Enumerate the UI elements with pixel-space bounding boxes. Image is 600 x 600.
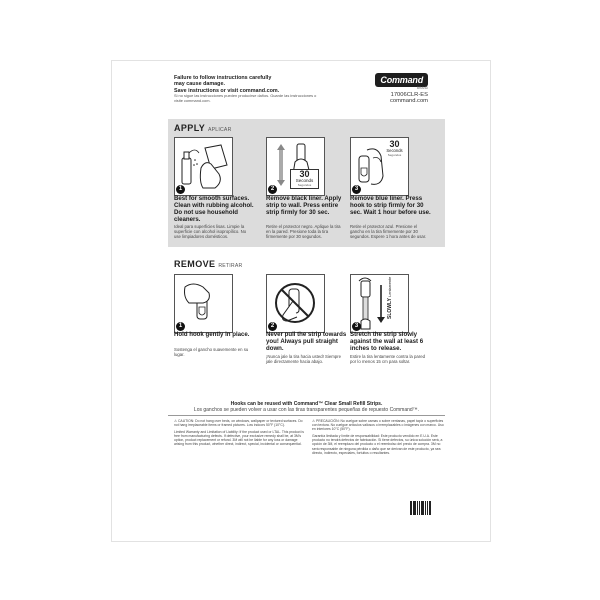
footer-fine-print-en (174, 419, 306, 447)
apply-title (174, 123, 232, 133)
logo-subtext: BRAND (416, 86, 428, 90)
timer-number: 30 (299, 169, 310, 179)
remove-step-1-text: Hold hook gently in place. (174, 331, 250, 338)
site-url: command.com (389, 98, 428, 105)
timer-unit: Seconds (386, 148, 403, 153)
warning-text (174, 75, 344, 94)
remove-step-1-illustration (174, 274, 233, 333)
remove-step-2-text: Never pull the strip towards you! Always pull straight down. (266, 331, 347, 353)
remove-step-3-illustration (350, 274, 409, 333)
remove-step-3-text-es: Estire la tira lentamente contra la pared por lo menos 15 cm para soltar. (350, 354, 425, 365)
remove-title (174, 259, 242, 269)
apply-title-es: APLICAR (207, 127, 232, 133)
footer-fine-print-es (312, 419, 444, 455)
remove-step-1-text-es: Sostenga el gancho suavemente en su lugar. (174, 347, 249, 358)
remove-step-3-text: Stretch the strip slowly against the wall at least 6 inches to release. (350, 331, 424, 353)
apply-step-2-text: Remove black liner. Apply strip to wall. Press entire strip firmly for 30 sec. (266, 195, 342, 217)
thirty-seconds-timer (383, 140, 406, 157)
instruction-sheet (111, 60, 491, 542)
apply-step-2-illustration (266, 137, 325, 196)
warning-line-1: Failure to follow instructions carefully (174, 75, 272, 81)
timer-number: 30 (389, 139, 400, 149)
slowly-label (387, 277, 393, 319)
timer-unit-es: Segundos (297, 182, 312, 187)
footer-divider (168, 415, 445, 416)
product-code (390, 92, 428, 105)
step-number-badge: 1 (176, 185, 185, 194)
thirty-seconds-timer (290, 169, 319, 189)
remove-title-en: REMOVE (174, 259, 216, 269)
sku-number: 17006CLR-ES (390, 92, 428, 98)
apply-step-2-text-es: Retire el protector negro. Aplique la tira en la pared. Presione toda la tira firmemente por 30 segundos. (266, 224, 341, 240)
step-number-badge: 3 (352, 322, 361, 331)
warning-text-es: Si no sigue las instrucciones pueden producirse daños. Guarde las instrucciones o visite command.com. (174, 93, 317, 103)
step-number-badge: 2 (268, 185, 277, 194)
caution-text: ⚠ CAUTION: Do not hang over beds, on windows, wallpaper or textured surfaces. Do not hang irreplaceable items or framed pictures. Low indoors 50°F (10°C). (174, 419, 303, 428)
step-number-badge: 2 (268, 322, 277, 331)
caution-text-es: ⚠ PRECAUCIÓN: No cuelgue sobre camas o sobre ventanas, papel tapiz o superficies con textura. No cuelgue artículos valiosos o irremplazables o imágenes con marco. Uso en interiores 10°C (50°F). (312, 419, 444, 432)
apply-step-3-text: Remove blue liner. Press hook to strip firmly for 30 sec. Wait 1 hour before use. (350, 195, 431, 217)
apply-title-en: APPLY (174, 123, 206, 133)
remove-step-2-text-es: ¡Nunca jale la tira hacia usted! Siempre jale directamente hacia abajo. (266, 354, 341, 365)
apply-step-3-illustration (350, 137, 409, 196)
warning-line-2: may cause damage. (174, 81, 225, 88)
reuse-notice-en: Hooks can be reused with Command™ Clear Small Refill Strips. (230, 401, 383, 407)
timer-unit: Seconds (295, 178, 314, 183)
reuse-notice (168, 401, 445, 413)
slowly-label-en: SLOWLY (387, 298, 393, 319)
remove-step-2-illustration (266, 274, 325, 333)
slowly-label-es: Lentamente (388, 276, 392, 297)
apply-step-1-text-es: Ideal para superficies lisas. Limpie la superficie con alcohol isopropílico. No use limpiadores domésticos. (174, 224, 247, 240)
warranty-text-es: Garantía limitada y límite de responsabilidad: Este producto vendido en E.U.A. Este producto no tendrá defectos de fabricación. Si tiene defectos, su única solución será, a opción de 3M, el reemplazo del producto o el reembolso del precio de compra. 3M no será responsable de ninguna pérdida o daño que se derivan de este producto, ya sea directo, indirecto, especiales, fortuitos o resultantes. (312, 434, 443, 455)
step-number-badge: 3 (352, 185, 361, 194)
warning-line-3: Save instructions or visit command.com. (174, 87, 280, 94)
timer-unit-es: Segundos (387, 152, 402, 157)
apply-step-3-text-es: Retire el protector azul. Presione el gancho en la tira firmemente por 30 segundos. Espere 1 hora antes de usar. (350, 224, 427, 240)
barcode-graphic (410, 501, 434, 515)
command-logo: Command (375, 73, 428, 87)
apply-step-1-illustration (174, 137, 233, 196)
warranty-text: Limited Warranty and Limitation of Liability: If the product used or LTAL. This product is free from manufacturing defects. If defective, your exclusive remedy shall be, at 3M's option, product replacement or refund. 3M will not be liable for any loss or damage arising from this product, whether direct, indirect, special, incidental or consequential. (174, 430, 304, 447)
reuse-notice-es: Los ganchos se pueden volver a usar con las tiras transparentes pequeñas de repuesto Command™. (193, 407, 420, 413)
apply-step-1-text: Best for smooth surfaces. Clean with rubbing alcohol. Do not use household cleaners. (174, 195, 254, 224)
step-number-badge: 1 (176, 322, 185, 331)
remove-title-es: RETIRAR (218, 263, 243, 269)
